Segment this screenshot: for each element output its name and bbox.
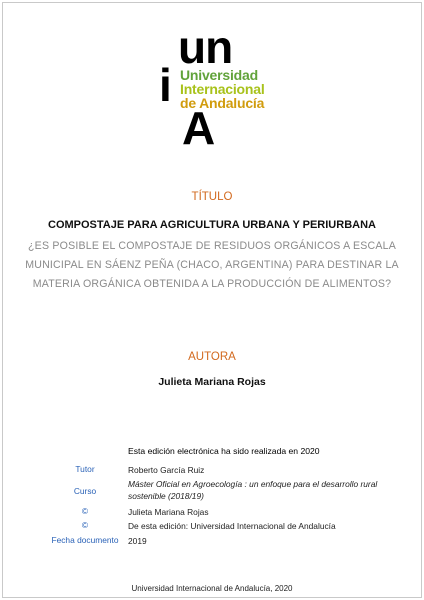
page-footer: Universidad Internacional de Andalucía, 2020 (131, 584, 293, 593)
logo-line-3: de Andalucía (180, 95, 265, 111)
logo-line-2: Internacional (180, 81, 265, 97)
logo-mark-a: A (182, 102, 216, 154)
logo-mark-un: un (178, 21, 233, 73)
logo-line-1: Universidad (180, 67, 258, 83)
info-key: Curso (73, 486, 97, 496)
info-value: Máster Oficial en Agroecología : un enfoque para el desarrollo rural sostenible (2018/19) (128, 479, 378, 501)
edition-note: Esta edición electrónica ha sido realizada en 2020 (128, 446, 320, 456)
info-key: Tutor (75, 464, 95, 474)
autora-label: AUTORA (188, 351, 236, 363)
info-key: Fecha documento (51, 535, 119, 545)
logo-mark-i: i (159, 59, 172, 111)
university-logo (0, 0, 424, 160)
thesis-title: COMPOSTAJE PARA AGRICULTURA URBANA Y PERIURBANA (48, 219, 376, 231)
author-name: Julieta Mariana Rojas (158, 376, 266, 388)
info-value: Julieta Mariana Rojas (128, 507, 209, 517)
thesis-subtitle: ¿ES POSIBLE EL COMPOSTAJE DE RESIDUOS ORGÁNICOS A ESCALA MUNICIPAL EN SÁENZ PEÑA (CHACO, ARGENTINA) PARA DESTINAR LA MATERIA ORGÁNICA OBTENIDA A LA PRODUCCIÓN DE ALIMENTOS? (25, 240, 399, 290)
info-value: 2019 (128, 536, 147, 546)
info-key: © (81, 520, 89, 530)
info-value: De esta edición: Universidad Internacional de Andalucía (128, 521, 336, 531)
info-value: Roberto García Ruiz (128, 465, 205, 475)
info-key: © (81, 506, 89, 516)
titulo-label: TÍTULO (191, 191, 233, 203)
